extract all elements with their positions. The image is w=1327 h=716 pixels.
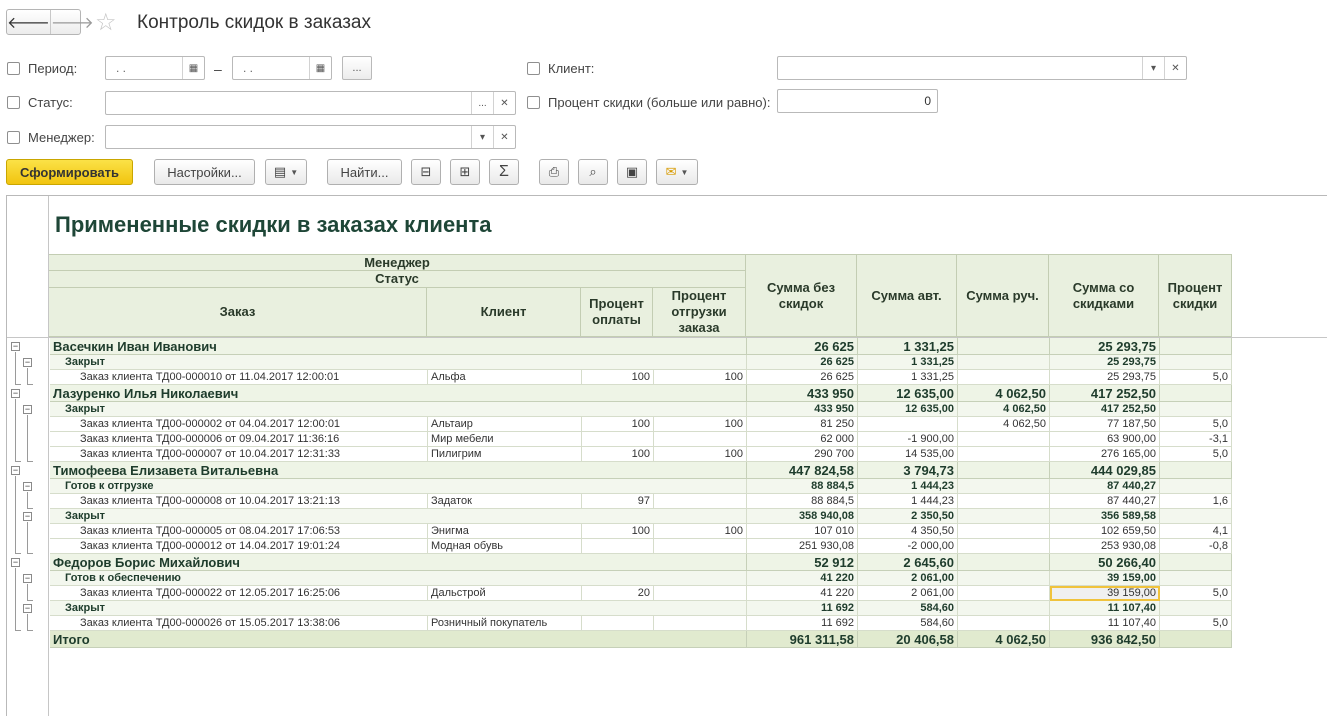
forward-button[interactable]	[50, 10, 94, 34]
period-label: Период:	[28, 61, 78, 76]
order-cell[interactable]: Васечкин Иван Иванович	[50, 338, 747, 355]
status-group-row[interactable]	[50, 355, 1232, 370]
discount-percent-field[interactable]: 0	[777, 89, 938, 113]
sum-auto-cell[interactable]: 584,60	[858, 616, 958, 631]
discount-percent-cell[interactable]: 5,0	[1160, 370, 1232, 385]
sum-icon: Σ	[499, 163, 509, 180]
discount-percent-cell[interactable]	[1160, 479, 1232, 494]
manager-label: Менеджер:	[28, 130, 95, 145]
table-row[interactable]	[50, 524, 1232, 539]
collapse-group-icon[interactable]: −	[24, 511, 31, 521]
sum-with-discount-cell[interactable]: 25 293,75	[1050, 338, 1160, 355]
header-order: Заказ	[49, 288, 427, 337]
arrow-left-icon: 🡐	[7, 14, 50, 32]
sum-auto-cell[interactable]: -1 900,00	[858, 432, 958, 447]
sum-no-discount-cell[interactable]: 26 625	[747, 355, 858, 370]
sum-no-discount-cell[interactable]: 41 220	[747, 586, 858, 601]
tree-guide-line	[15, 568, 16, 630]
sum-auto-cell[interactable]: 1 331,25	[858, 370, 958, 385]
discount-percent-filter	[527, 95, 770, 110]
ship-percent-cell[interactable]	[654, 432, 747, 447]
order-cell[interactable]: Тимофеева Елизавета Витальевна	[50, 462, 747, 479]
grouping-expand-icon: ⊞	[459, 164, 471, 179]
calendar-icon[interactable]: ▦	[182, 57, 204, 79]
tree-guide-line	[27, 492, 28, 508]
order-cell[interactable]: Заказ клиента ТД00-000005 от 08.04.2017 17:06:53	[50, 524, 428, 539]
pay-percent-cell[interactable]	[582, 539, 654, 554]
tree-guide-line	[27, 553, 33, 554]
period-filter	[7, 61, 77, 76]
client-cell[interactable]: Задаток	[428, 494, 582, 509]
period-checkbox[interactable]	[7, 62, 20, 75]
sum-with-discount-cell[interactable]: 417 252,50	[1050, 385, 1160, 402]
manager-checkbox[interactable]	[7, 131, 20, 144]
ship-percent-cell[interactable]	[654, 494, 747, 509]
discount-percent-cell[interactable]: -3,1	[1160, 432, 1232, 447]
sum-auto-cell[interactable]: 20 406,58	[858, 631, 958, 648]
sum-auto-cell[interactable]: 1 444,23	[858, 494, 958, 509]
order-cell[interactable]: Закрыт	[50, 601, 747, 616]
order-cell[interactable]: Закрыт	[50, 509, 747, 524]
navigation-buttons	[6, 9, 94, 35]
sum-manual-cell[interactable]	[958, 338, 1050, 355]
client-cell[interactable]: Альтаир	[428, 417, 582, 432]
sum-manual-cell[interactable]	[958, 355, 1050, 370]
ship-percent-cell[interactable]: 100	[654, 524, 747, 539]
order-cell[interactable]: Заказ клиента ТД00-000008 от 10.04.2017 13:21:13	[50, 494, 428, 509]
discount-percent-cell[interactable]: 5,0	[1160, 417, 1232, 432]
sum-manual-cell[interactable]	[958, 479, 1050, 494]
header-sum-manual: Сумма руч.	[957, 254, 1049, 337]
discount-percent-cell[interactable]: 5,0	[1160, 616, 1232, 631]
discount-percent-cell[interactable]	[1160, 601, 1232, 616]
sum-manual-cell[interactable]	[958, 571, 1050, 586]
dropdown-arrow-icon[interactable]: ▾	[471, 126, 493, 148]
variant-button[interactable]	[265, 159, 307, 185]
sum-manual-cell[interactable]	[958, 509, 1050, 524]
sum-manual-cell[interactable]	[958, 539, 1050, 554]
client-checkbox[interactable]	[527, 62, 540, 75]
sum-auto-cell[interactable]: 1 444,23	[858, 479, 958, 494]
collapse-group-icon[interactable]: −	[12, 341, 19, 351]
header-sum-with-discount: Сумма со скидками	[1049, 254, 1159, 337]
pay-percent-cell[interactable]: 20	[582, 586, 654, 601]
period-dash: –	[214, 61, 222, 77]
header-status: Статус	[49, 271, 746, 288]
tree-guide-line	[27, 522, 28, 553]
arrow-right-icon: 🡒	[50, 14, 94, 32]
manager-group-row[interactable]	[50, 462, 1232, 479]
sum-auto-cell[interactable]: 3 794,73	[858, 462, 958, 479]
envelope-icon: ✉	[665, 164, 677, 179]
order-cell[interactable]: Заказ клиента ТД00-000022 от 12.05.2017 16:25:06	[50, 586, 428, 601]
discount-percent-checkbox[interactable]	[527, 96, 540, 109]
order-cell[interactable]: Закрыт	[50, 355, 747, 370]
collapse-group-icon[interactable]: −	[24, 357, 31, 367]
grand-total-row[interactable]	[50, 631, 1232, 648]
pay-percent-cell[interactable]	[582, 616, 654, 631]
order-cell[interactable]: Закрыт	[50, 402, 747, 417]
sum-manual-cell[interactable]	[958, 462, 1050, 479]
sum-manual-cell[interactable]	[958, 494, 1050, 509]
sum-auto-cell[interactable]: 2 350,50	[858, 509, 958, 524]
sum-no-discount-cell[interactable]: 41 220	[747, 571, 858, 586]
discount-percent-cell[interactable]	[1160, 571, 1232, 586]
header-pay-percent: Процент оплаты	[581, 288, 653, 337]
tree-guide-line	[27, 368, 28, 384]
find-button[interactable]: Найти...	[327, 159, 402, 185]
pay-percent-cell[interactable]	[582, 432, 654, 447]
report-variant-icon: ▤	[273, 164, 287, 179]
dropdown-arrow-icon: ▼	[290, 167, 299, 177]
clear-icon[interactable]: ✕	[493, 126, 515, 148]
ship-percent-cell[interactable]	[654, 539, 747, 554]
sum-manual-cell[interactable]	[958, 616, 1050, 631]
discount-percent-cell[interactable]	[1160, 402, 1232, 417]
sum-with-discount-cell[interactable]: 87 440,27	[1050, 479, 1160, 494]
collapse-group-icon[interactable]: −	[12, 388, 19, 398]
status-filter	[7, 95, 73, 110]
dropdown-arrow-icon[interactable]: ▾	[1142, 57, 1164, 79]
sum-auto-cell[interactable]: 4 350,50	[858, 524, 958, 539]
order-cell[interactable]: Заказ клиента ТД00-000006 от 09.04.2017 11:36:16	[50, 432, 428, 447]
manager-group-row[interactable]	[50, 385, 1232, 402]
report-spreadsheet[interactable]	[6, 195, 1327, 716]
sum-manual-cell[interactable]: 4 062,50	[958, 385, 1050, 402]
preview-button[interactable]	[578, 159, 608, 185]
sum-auto-cell[interactable]: 2 061,00	[858, 571, 958, 586]
status-group-row[interactable]	[50, 509, 1232, 524]
sum-manual-cell[interactable]	[958, 524, 1050, 539]
sum-with-discount-cell[interactable]: 253 930,08	[1050, 539, 1160, 554]
sum-with-discount-cell[interactable]: 444 029,85	[1050, 462, 1160, 479]
tree-guide-line	[27, 600, 33, 601]
pay-percent-cell[interactable]: 97	[582, 494, 654, 509]
sum-manual-cell[interactable]	[958, 447, 1050, 462]
discount-percent-cell[interactable]	[1160, 338, 1232, 355]
order-cell[interactable]: Готов к обеспечению	[50, 571, 747, 586]
discount-percent-cell[interactable]: 4,1	[1160, 524, 1232, 539]
table-row[interactable]	[50, 370, 1232, 385]
sum-no-discount-cell[interactable]: 447 824,58	[747, 462, 858, 479]
tree-guide-line	[15, 630, 21, 631]
collapse-group-icon[interactable]: −	[12, 465, 19, 475]
sum-no-discount-cell[interactable]: 26 625	[747, 370, 858, 385]
table-row[interactable]	[50, 447, 1232, 462]
manager-field[interactable]	[105, 125, 516, 149]
client-cell[interactable]: Модная обувь	[428, 539, 582, 554]
tree-guide-line	[15, 399, 16, 461]
ship-percent-cell[interactable]	[654, 616, 747, 631]
sum-manual-cell[interactable]: 4 062,50	[958, 417, 1050, 432]
back-button[interactable]	[7, 10, 50, 34]
tree-guide-line	[27, 584, 28, 600]
header-discount-percent: Процент скидки	[1159, 254, 1232, 337]
sum-auto-cell[interactable]: 584,60	[858, 601, 958, 616]
sum-auto-cell[interactable]: 12 635,00	[858, 402, 958, 417]
sum-with-discount-cell[interactable]: 87 440,27	[1050, 494, 1160, 509]
sum-auto-cell[interactable]: 2 061,00	[858, 586, 958, 601]
status-group-row[interactable]	[50, 601, 1232, 616]
sum-no-discount-cell[interactable]: 290 700	[747, 447, 858, 462]
tree-guide-line	[15, 476, 16, 553]
settings-button[interactable]: Настройки...	[154, 159, 255, 185]
period-choose-button[interactable]: ...	[342, 56, 372, 80]
pay-percent-cell[interactable]: 100	[582, 370, 654, 385]
sum-with-discount-cell[interactable]: 25 293,75	[1050, 355, 1160, 370]
sum-with-discount-cell[interactable]: 936 842,50	[1050, 631, 1160, 648]
ship-percent-cell[interactable]: 100	[654, 370, 747, 385]
sum-auto-cell[interactable]: 14 535,00	[858, 447, 958, 462]
tree-guide-line	[27, 461, 33, 462]
order-cell[interactable]: Заказ клиента ТД00-000002 от 04.04.2017 12:00:01	[50, 417, 428, 432]
print-preview-icon: ⌕	[589, 164, 597, 179]
header-sum-no-discount: Сумма без скидок	[746, 254, 857, 337]
sum-no-discount-cell[interactable]: 52 912	[747, 554, 858, 571]
client-field[interactable]	[777, 56, 1187, 80]
sum-manual-cell[interactable]	[958, 601, 1050, 616]
order-cell[interactable]: Готов к отгрузке	[50, 479, 747, 494]
pay-percent-cell[interactable]: 100	[582, 417, 654, 432]
printer-icon: ⎙	[548, 164, 560, 179]
sum-manual-cell[interactable]	[958, 586, 1050, 601]
sum-no-discount-cell[interactable]: 11 692	[747, 616, 858, 631]
tree-guide-line	[15, 352, 16, 384]
order-cell[interactable]: Заказ клиента ТД00-000012 от 14.04.2017 19:01:24	[50, 539, 428, 554]
sum-auto-cell[interactable]: 1 331,25	[858, 338, 958, 355]
sum-manual-cell[interactable]	[958, 432, 1050, 447]
sum-no-discount-cell[interactable]: 88 884,5	[747, 494, 858, 509]
sum-no-discount-cell[interactable]: 433 950	[747, 385, 858, 402]
table-row[interactable]	[50, 417, 1232, 432]
collapse-group-icon[interactable]: −	[24, 481, 31, 491]
order-cell[interactable]: Итого	[50, 631, 747, 648]
tree-guide-line	[27, 614, 28, 630]
sum-with-discount-cell[interactable]: 63 900,00	[1050, 432, 1160, 447]
tree-guide-line	[27, 508, 33, 509]
generate-button[interactable]: Сформировать	[6, 159, 133, 185]
sum-no-discount-cell[interactable]: 107 010	[747, 524, 858, 539]
save-button[interactable]	[617, 159, 647, 185]
sum-with-discount-cell[interactable]: 102 659,50	[1050, 524, 1160, 539]
sum-with-discount-cell[interactable]: 25 293,75	[1050, 370, 1160, 385]
status-group-row[interactable]	[50, 479, 1232, 494]
sum-no-discount-cell[interactable]: 961 311,58	[747, 631, 858, 648]
period-from-field[interactable]: . . ▦	[105, 56, 205, 80]
table-row[interactable]	[50, 586, 1232, 601]
status-label: Статус:	[28, 95, 73, 110]
pay-percent-cell[interactable]: 100	[582, 447, 654, 462]
floppy-disk-icon: ▣	[625, 164, 639, 179]
report-title: Примененные скидки в заказах клиента	[55, 212, 492, 237]
order-cell[interactable]: Федоров Борис Михайлович	[50, 554, 747, 571]
collapse-group-icon[interactable]: −	[12, 557, 19, 567]
sum-no-discount-cell[interactable]: 62 000	[747, 432, 858, 447]
order-cell[interactable]: Заказ клиента ТД00-000007 от 10.04.2017 12:31:33	[50, 447, 428, 462]
sum-auto-cell[interactable]: 12 635,00	[858, 385, 958, 402]
status-group-row[interactable]	[50, 402, 1232, 417]
calendar-icon[interactable]: ▦	[309, 57, 331, 79]
favorite-star-icon[interactable]: ☆	[95, 9, 117, 36]
sum-with-discount-cell[interactable]: 11 107,40	[1050, 616, 1160, 631]
collapse-group-icon[interactable]: −	[24, 573, 31, 583]
client-cell[interactable]: Мир мебели	[428, 432, 582, 447]
sum-no-discount-cell[interactable]: 251 930,08	[747, 539, 858, 554]
pay-percent-cell[interactable]: 100	[582, 524, 654, 539]
sum-no-discount-cell[interactable]: 81 250	[747, 417, 858, 432]
client-cell[interactable]: Розничный покупатель	[428, 616, 582, 631]
sum-with-discount-cell[interactable]: 77 187,50	[1050, 417, 1160, 432]
order-cell[interactable]: Заказ клиента ТД00-000010 от 11.04.2017 12:00:01	[50, 370, 428, 385]
sum-with-discount-cell[interactable]: 276 165,00	[1050, 447, 1160, 462]
sum-no-discount-cell[interactable]: 433 950	[747, 402, 858, 417]
manager-filter	[7, 130, 95, 145]
client-cell[interactable]: Альфа	[428, 370, 582, 385]
header-sum-auto: Сумма авт.	[857, 254, 957, 337]
group-collapse-button[interactable]	[411, 159, 441, 185]
manager-group-row[interactable]	[50, 338, 1232, 355]
discount-percent-cell[interactable]	[1160, 631, 1232, 648]
clear-icon[interactable]: ✕	[1164, 57, 1186, 79]
send-email-button[interactable]	[656, 159, 698, 185]
sum-button[interactable]	[489, 159, 519, 185]
status-group-row[interactable]	[50, 571, 1232, 586]
tree-guide-line	[27, 384, 33, 385]
discount-percent-cell[interactable]: 5,0	[1160, 586, 1232, 601]
client-label: Клиент:	[548, 61, 595, 76]
table-row[interactable]	[50, 494, 1232, 509]
page-title: Контроль скидок в заказах	[137, 12, 371, 33]
sum-auto-cell[interactable]: 2 645,60	[858, 554, 958, 571]
ship-percent-cell[interactable]: 100	[654, 417, 747, 432]
sum-with-discount-cell[interactable]: 417 252,50	[1050, 402, 1160, 417]
tree-guide-line	[15, 461, 21, 462]
header-ship-percent: Процент отгрузки заказа	[653, 288, 746, 337]
collapse-group-icon[interactable]: −	[24, 603, 31, 613]
client-cell[interactable]: Пилигрим	[428, 447, 582, 462]
client-filter	[527, 61, 594, 76]
sum-manual-cell[interactable]	[958, 554, 1050, 571]
sum-no-discount-cell[interactable]: 358 940,08	[747, 509, 858, 524]
status-checkbox[interactable]	[7, 96, 20, 109]
discount-percent-cell[interactable]	[1160, 462, 1232, 479]
tree-guide-line	[27, 630, 33, 631]
order-cell[interactable]: Лазуренко Илья Николаевич	[50, 385, 747, 402]
header-manager: Менеджер	[49, 254, 746, 271]
sum-auto-cell[interactable]	[858, 417, 958, 432]
dropdown-arrow-icon: ▼	[680, 167, 689, 177]
tree-guide-line	[27, 415, 28, 461]
tree-guide-line	[15, 553, 21, 554]
sum-manual-cell[interactable]: 4 062,50	[958, 402, 1050, 417]
table-row[interactable]	[50, 616, 1232, 631]
discount-percent-cell[interactable]	[1160, 554, 1232, 571]
table-row[interactable]	[50, 539, 1232, 554]
discount-percent-label: Процент скидки (больше или равно):	[548, 95, 771, 110]
sum-auto-cell[interactable]: -2 000,00	[858, 539, 958, 554]
client-cell[interactable]: Дальстрой	[428, 586, 582, 601]
discount-percent-cell[interactable]: 5,0	[1160, 447, 1232, 462]
sum-auto-cell[interactable]: 1 331,25	[858, 355, 958, 370]
discount-percent-cell[interactable]: -0,8	[1160, 539, 1232, 554]
group-expand-button[interactable]	[450, 159, 480, 185]
discount-percent-cell[interactable]	[1160, 509, 1232, 524]
header-client: Клиент	[427, 288, 581, 337]
discount-percent-cell[interactable]: 1,6	[1160, 494, 1232, 509]
tree-guide-line	[15, 384, 21, 385]
sum-manual-cell[interactable]	[958, 370, 1050, 385]
sum-no-discount-cell[interactable]: 26 625	[747, 338, 858, 355]
grouping-icon: ⊟	[420, 164, 432, 179]
sum-manual-cell[interactable]: 4 062,50	[958, 631, 1050, 648]
sum-with-discount-cell[interactable]: 39 159,00	[1050, 586, 1160, 601]
table-row[interactable]	[50, 432, 1232, 447]
sum-with-discount-cell[interactable]: 50 266,40	[1050, 554, 1160, 571]
ship-percent-cell[interactable]: 100	[654, 447, 747, 462]
sum-with-discount-cell[interactable]: 356 589,58	[1050, 509, 1160, 524]
ship-percent-cell[interactable]	[654, 586, 747, 601]
manager-group-row[interactable]	[50, 554, 1232, 571]
status-field[interactable]	[105, 91, 516, 115]
collapse-group-icon[interactable]: −	[24, 404, 31, 414]
client-cell[interactable]: Энигма	[428, 524, 582, 539]
sum-with-discount-cell[interactable]: 11 107,40	[1050, 601, 1160, 616]
sum-with-discount-cell[interactable]: 39 159,00	[1050, 571, 1160, 586]
discount-percent-cell[interactable]	[1160, 385, 1232, 402]
period-to-field[interactable]: . . ▦	[232, 56, 332, 80]
discount-percent-cell[interactable]	[1160, 355, 1232, 370]
print-button[interactable]	[539, 159, 569, 185]
status-choose-button[interactable]: ...	[471, 92, 493, 114]
order-cell[interactable]: Заказ клиента ТД00-000026 от 15.05.2017 13:38:06	[50, 616, 428, 631]
clear-icon[interactable]: ✕	[493, 92, 515, 114]
sum-no-discount-cell[interactable]: 11 692	[747, 601, 858, 616]
sum-no-discount-cell[interactable]: 88 884,5	[747, 479, 858, 494]
